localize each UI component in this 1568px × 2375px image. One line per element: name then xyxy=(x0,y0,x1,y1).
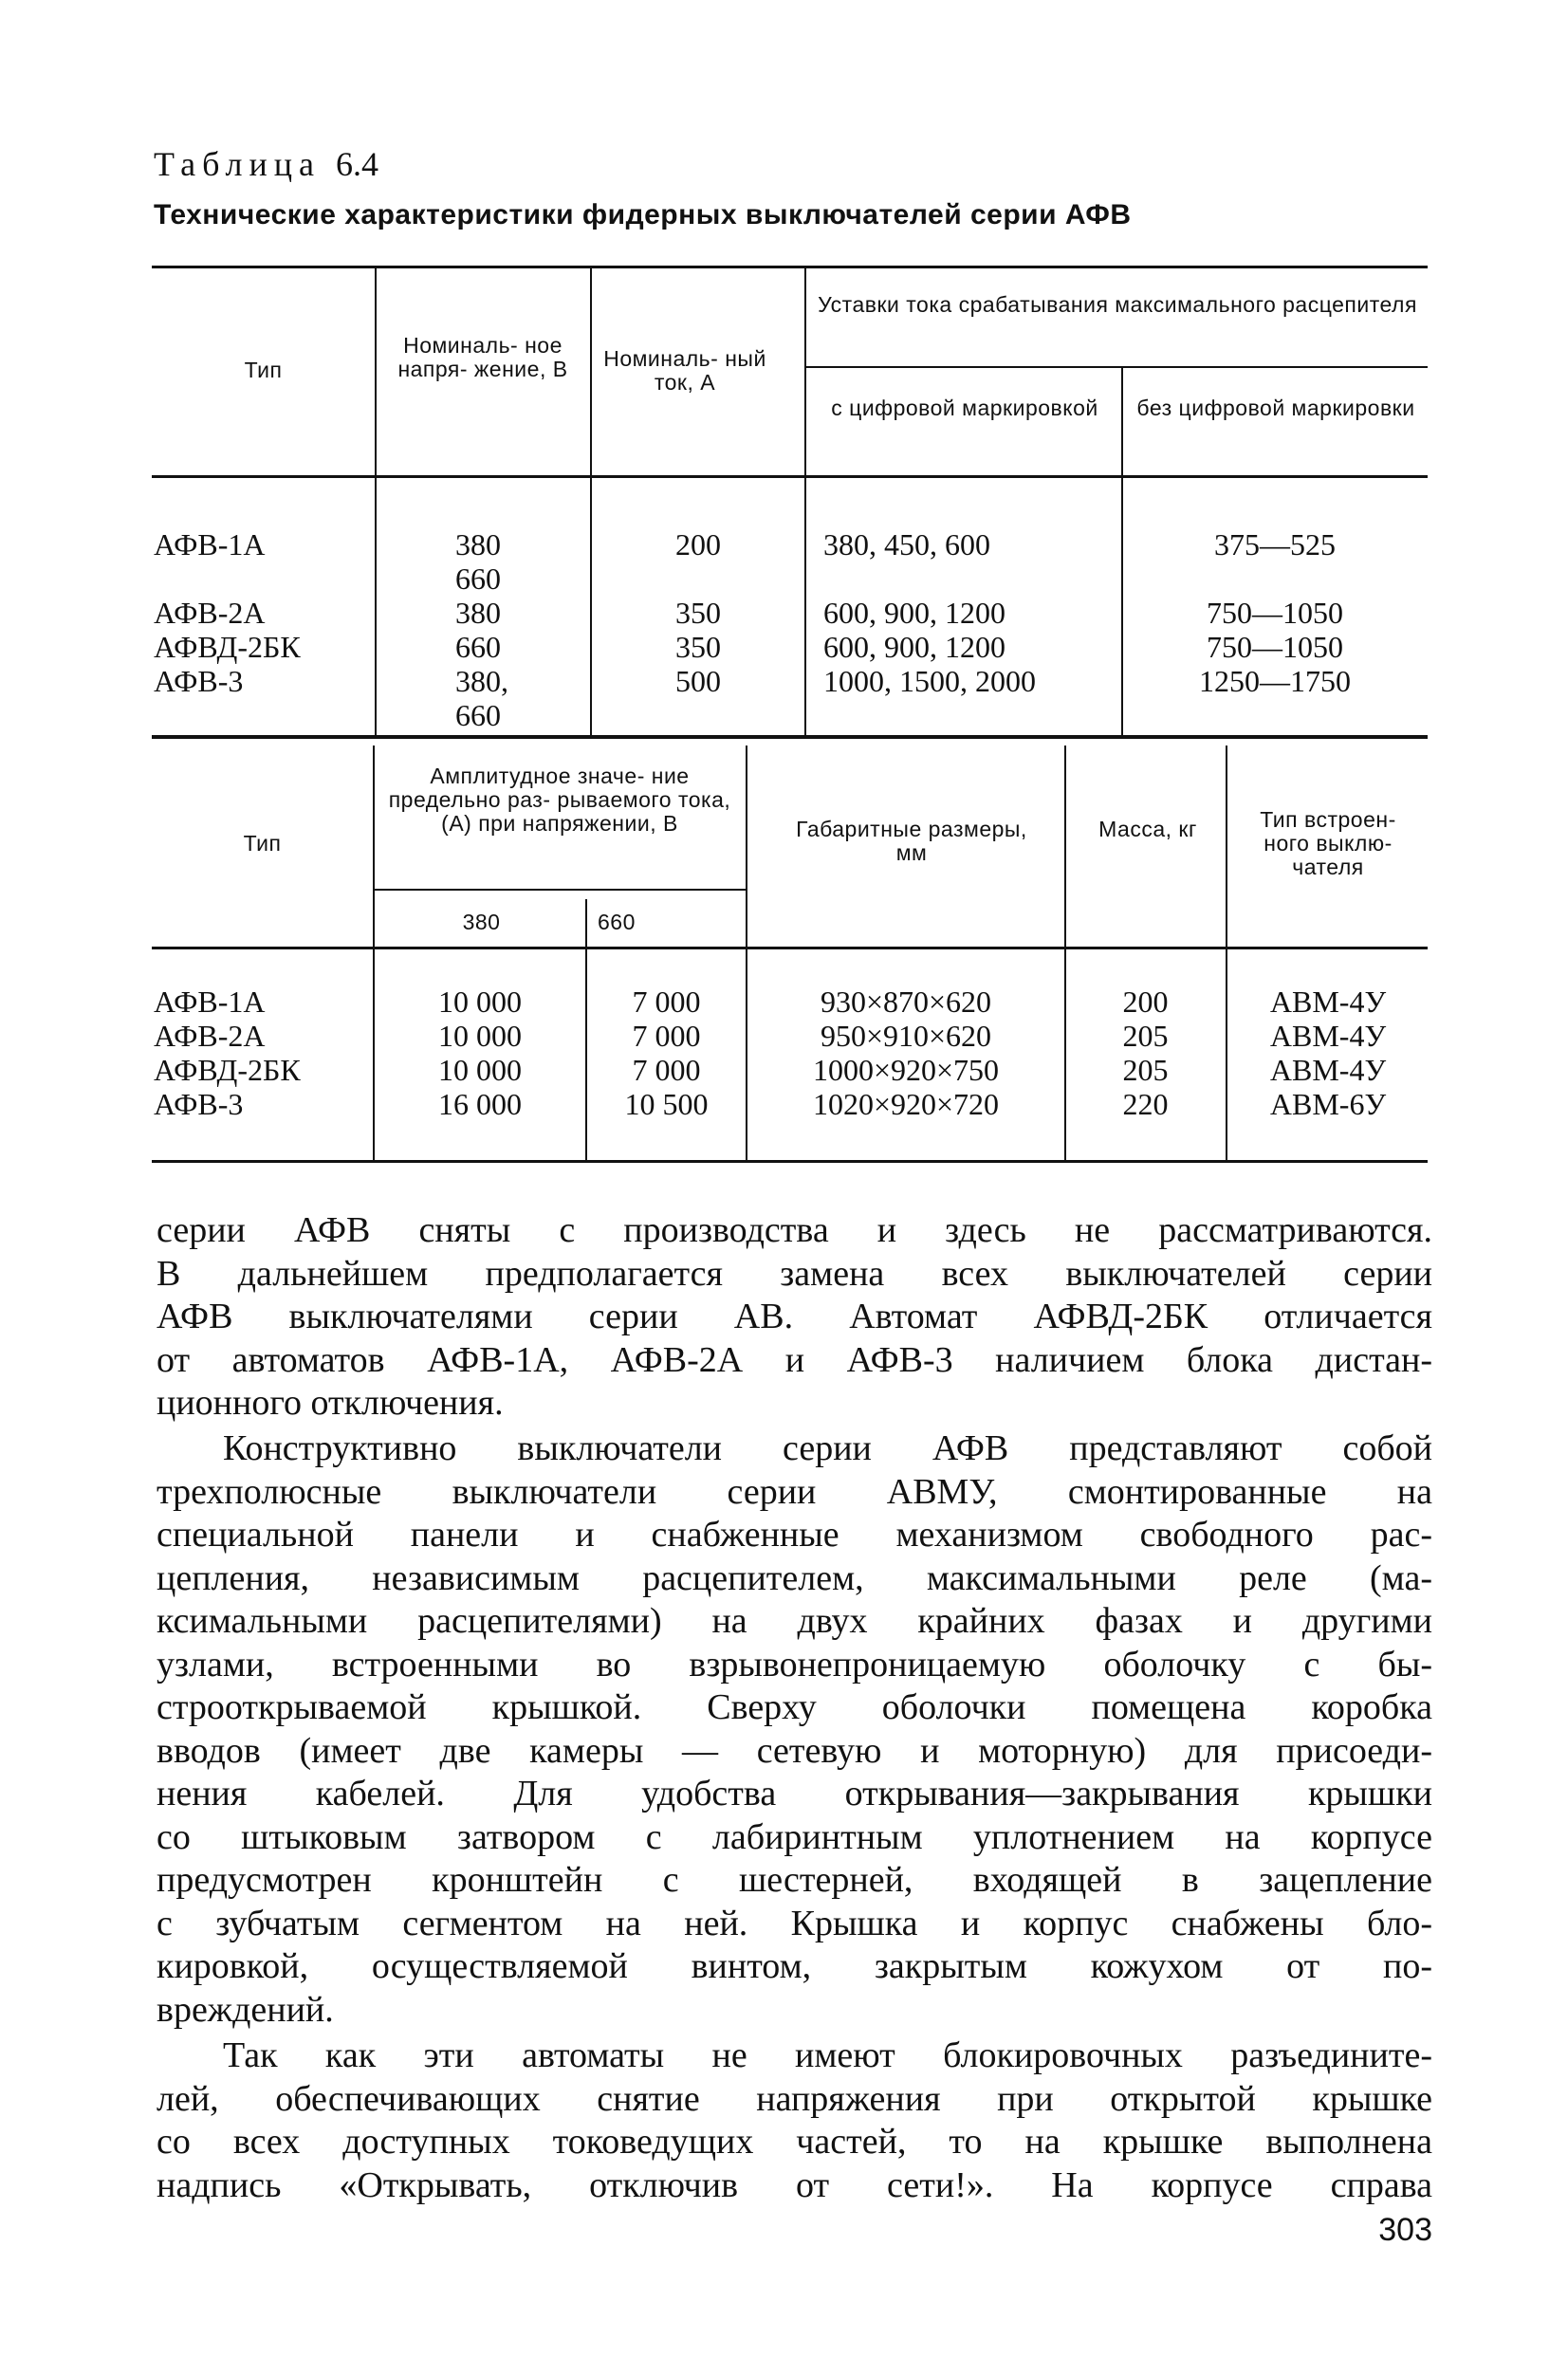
table-2-header-rule xyxy=(152,947,1428,949)
table-2-top-rule xyxy=(152,737,1428,739)
cell-type: АФВ-1А xyxy=(154,985,266,1019)
header-380: 380 xyxy=(462,910,501,934)
table-caption xyxy=(154,144,378,184)
cell-voltage: 380 xyxy=(455,596,501,630)
cell-type: АФВ-2А xyxy=(154,596,266,630)
table-1-vline xyxy=(804,268,806,477)
cell-current: 200 xyxy=(675,527,721,562)
table-2-vline xyxy=(585,899,587,947)
text-line: Так как эти автоматы не имеют блокировочных разъедините- xyxy=(223,2035,1432,2075)
table-1-vline xyxy=(804,478,806,735)
paragraph xyxy=(157,1209,1432,1426)
cell-dimensions: 1020×920×720 xyxy=(812,1087,1000,1121)
cell-no-digital: 750—1050 xyxy=(1207,596,1343,630)
table-1-vline xyxy=(590,268,592,477)
text-line: со штыковым затвором с лабиринтным уплотнением на корпусе xyxy=(157,1816,1432,1857)
cell-amplitude-660: 7 000 xyxy=(632,985,701,1019)
text-line: вводов (имеет две камеры — сетевую и моторную) для присоеди- xyxy=(157,1730,1432,1771)
header-amplitude: Амплитудное значе- ние предельно раз- рываемого тока, (А) при напряжении, В xyxy=(388,764,731,836)
table-2-vline xyxy=(1064,746,1066,947)
cell-mass: 220 xyxy=(1122,1087,1169,1121)
cell-digital: 380, 450, 600 xyxy=(823,527,990,562)
table-1-top-rule xyxy=(152,266,1428,268)
text-line: кировкой, осуществляемой винтом, закрытым кожухом от по- xyxy=(157,1946,1432,1986)
cell-type: АФВД-2БК xyxy=(154,630,301,664)
table-2-vline xyxy=(1226,746,1227,947)
table-title: Технические характеристики фидерных выключателей серии АФВ xyxy=(154,199,1132,230)
header-no-digital: без цифровой маркировки xyxy=(1136,396,1415,420)
text-line: вреждений. xyxy=(157,1989,334,2030)
header-breaker: Тип встроен- ного выклю- чателя xyxy=(1260,807,1396,879)
cell-type: АФВ-1А xyxy=(154,527,266,562)
cell-digital: 600, 900, 1200 xyxy=(823,630,1005,664)
cell-digital: 600, 900, 1200 xyxy=(823,596,1005,630)
header-type: Тип xyxy=(243,831,282,856)
text-line: В дальнейшем предполагается замена всех выключателей серии xyxy=(157,1253,1432,1294)
table-2-bottom-rule xyxy=(152,1160,1428,1163)
cell-breaker: АВМ-4У xyxy=(1269,985,1387,1019)
cell-dimensions: 930×870×620 xyxy=(820,985,992,1019)
cell-mass: 205 xyxy=(1122,1053,1169,1087)
cell-voltage: 380, 660 xyxy=(455,664,508,732)
cell-amplitude-660: 7 000 xyxy=(632,1053,701,1087)
text-line: лей, обеспечивающих снятие напряжения при открытой крышке xyxy=(157,2078,1432,2119)
cell-dimensions: 950×910×620 xyxy=(820,1019,992,1053)
text-line: предусмотрен кронштейн с шестерней, входящей в зацепление xyxy=(157,1860,1432,1900)
header-660: 660 xyxy=(598,910,636,934)
table-2-vline xyxy=(585,949,587,1160)
table-caption-label: Таблица xyxy=(154,145,321,183)
table-2-vline xyxy=(746,949,747,1160)
cell-no-digital: 1250—1750 xyxy=(1199,664,1351,698)
text-line: со всех доступных токоведущих частей, то на крышке выполнена xyxy=(157,2122,1432,2162)
table-2-vline xyxy=(373,746,375,947)
cell-type: АФВ-3 xyxy=(154,1087,244,1121)
cell-breaker: АВМ-4У xyxy=(1269,1053,1387,1087)
cell-breaker: АВМ-6У xyxy=(1269,1087,1387,1121)
table-2-vline xyxy=(1226,949,1227,1160)
header-current: Номиналь- ный ток, А xyxy=(603,346,766,395)
cell-no-digital: 375—525 xyxy=(1214,527,1336,562)
table-2-vline xyxy=(373,949,375,1160)
table-1-header-rule xyxy=(152,475,1428,478)
cell-current: 350 xyxy=(675,596,721,630)
cell-dimensions: 1000×920×750 xyxy=(812,1053,1000,1087)
header-settings: Уставки тока срабатывания максимального расцепителя xyxy=(818,292,1417,317)
table-1-vline xyxy=(1121,367,1123,477)
text-line: ксимальными расцепителями) на двух крайних фазах и другими xyxy=(157,1601,1432,1641)
text-line: цепления, независимым расцепителем, максимальными реле (ма- xyxy=(157,1557,1432,1598)
table-caption-number: 6.4 xyxy=(335,145,378,183)
cell-amplitude-380: 10 000 xyxy=(438,985,522,1019)
table-1-vline xyxy=(375,478,377,735)
cell-amplitude-380: 16 000 xyxy=(438,1087,522,1121)
text-line: АФВ выключателями серии АВ. Автомат АФВД-2БК отличается xyxy=(157,1297,1432,1336)
header-type: Тип xyxy=(244,358,283,382)
text-line: строоткрываемой крышкой. Сверху оболочки помещена коробка xyxy=(157,1687,1432,1727)
text-line: ционного отключения. xyxy=(157,1383,504,1423)
cell-type: АФВ-2А xyxy=(154,1019,266,1053)
text-line: Конструктивно выключатели серии АФВ представляют собой xyxy=(223,1428,1432,1468)
text-line: нения кабелей. Для удобства открывания—закрывания крышки xyxy=(157,1774,1432,1813)
cell-amplitude-380: 10 000 xyxy=(438,1053,522,1087)
text-line: с зубчатым сегментом на ней. Крышка и корпус снабжены бло- xyxy=(157,1903,1432,1943)
cell-amplitude-660: 10 500 xyxy=(624,1087,709,1121)
paragraph xyxy=(157,1427,1432,2032)
header-dimensions: Габаритные размеры, мм xyxy=(796,817,1027,865)
text-line: от автоматов АФВ-1А, АФВ-2А и АФВ-3 наличием блока дистан- xyxy=(157,1339,1432,1380)
text-line: специальной панели и снабженные механизмом свободного рас- xyxy=(157,1515,1432,1555)
cell-voltage: 660 xyxy=(455,630,501,664)
cell-digital: 1000, 1500, 2000 xyxy=(823,664,1036,698)
cell-type: АФВ-3 xyxy=(154,664,244,698)
header-voltage: Номиналь- ное напря- жение, В xyxy=(397,333,568,381)
cell-amplitude-380: 10 000 xyxy=(438,1019,522,1053)
header-mass: Масса, кг xyxy=(1098,817,1197,841)
table-1-sub-rule xyxy=(804,366,1428,368)
cell-type: АФВД-2БК xyxy=(154,1053,301,1087)
cell-current: 500 xyxy=(675,664,721,698)
cell-amplitude-660: 7 000 xyxy=(632,1019,701,1053)
cell-voltage: 380 660 xyxy=(455,527,501,596)
page-number: 303 xyxy=(1378,2212,1432,2248)
header-digital: с цифровой маркировкой xyxy=(831,396,1098,420)
text-line: серии АФВ сняты с производства и здесь не рассматриваются. xyxy=(157,1210,1432,1250)
cell-no-digital: 750—1050 xyxy=(1207,630,1343,664)
cell-breaker: АВМ-4У xyxy=(1269,1019,1387,1053)
text-line: надпись «Открывать, отключив от сети!». На корпусе справа xyxy=(157,2164,1432,2205)
table-2-vline xyxy=(746,746,747,947)
text-line: узлами, встроенными во взрывонепроницаемую оболочку с бы- xyxy=(157,1644,1432,1685)
table-2-sub-rule xyxy=(373,889,746,891)
table-1-vline xyxy=(375,268,377,477)
cell-mass: 205 xyxy=(1122,1019,1169,1053)
paragraph xyxy=(157,2034,1432,2207)
cell-current: 350 xyxy=(675,630,721,664)
text-line: трехполюсные выключатели серии АВМУ, смонтированные на xyxy=(157,1471,1432,1512)
cell-mass: 200 xyxy=(1122,985,1169,1019)
table-1-vline xyxy=(590,478,592,735)
